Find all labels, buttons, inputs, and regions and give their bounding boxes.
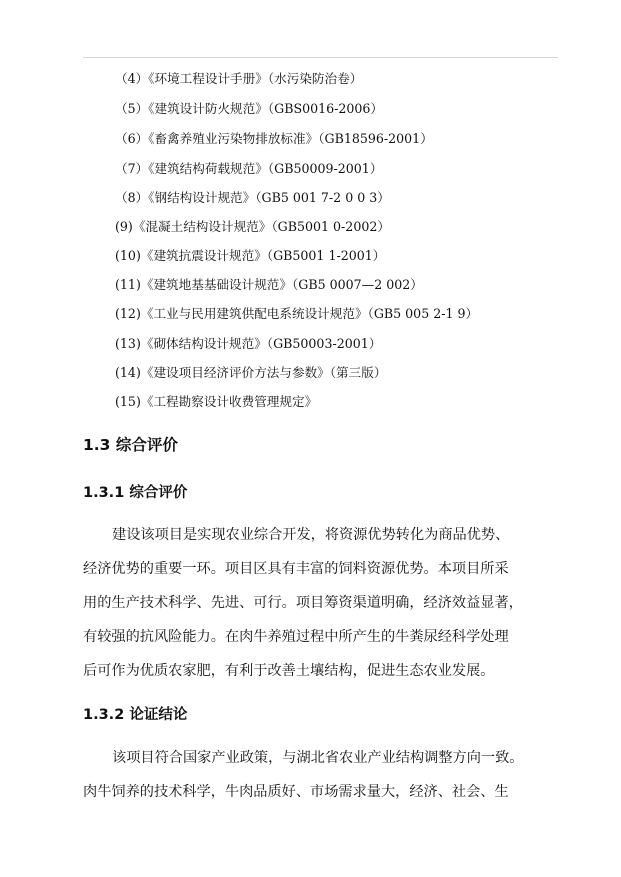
reference-item: （8）《钢结构设计规范》（GB5 001 7-2 0 0 3） (115, 190, 390, 205)
reference-item: （6）《畜禽养殖业污染物排放标准》（GB18596-2001） (115, 131, 433, 146)
reference-item: (15)《工程勘察设计收费管理规定》 (115, 394, 318, 409)
reference-item: （5）《建筑设计防火规范》（GBS0016-2006） (115, 101, 384, 116)
reference-item: （4）《环境工程设计手册》（水污染防治卷） (115, 71, 363, 86)
reference-item: (9)《混凝土结构设计规范》（GB5001 0-2002） (115, 219, 390, 234)
subsection-heading: 1.3.2 论证结论 (83, 707, 188, 723)
header-divider (83, 57, 558, 58)
paragraph-line: 经济优势的重要一环。项目区具有丰富的饲料资源优势。本项目所采 (83, 561, 509, 577)
paragraph-line: 用的生产技术科学、先进、可行。项目筹资渠道明确，经济效益显著， (83, 595, 523, 611)
reference-item: (12)《工业与民用建筑供配电系统设计规范》（GB5 005 2-1 9） (115, 306, 479, 321)
paragraph-line: 该项目符合国家产业政策，与湖北省农业产业结构调整方向一致。 (112, 750, 524, 766)
reference-item: (14)《建设项目经济评价方法与参数》（第三版） (115, 365, 387, 380)
section-heading: 1.3 综合评价 (83, 436, 178, 454)
reference-item: （7）《建筑结构荷载规范》（GB50009-2001） (115, 161, 383, 176)
subsection-heading: 1.3.1 综合评价 (83, 485, 188, 501)
paragraph-line: 有较强的抗风险能力。在肉牛养殖过程中所产生的牛粪尿经科学处理 (83, 629, 509, 645)
reference-item: (11)《建筑地基基础设计规范》（GB5 0007—2 002） (115, 277, 423, 292)
reference-item: (13)《砌体结构设计规范》（GB50003-2001） (115, 336, 382, 351)
paragraph-line: 肉牛饲养的技术科学，牛肉品质好、市场需求量大，经济、社会、生 (83, 784, 509, 800)
reference-item: (10)《建筑抗震设计规范》（GB5001 1-2001） (115, 248, 386, 263)
paragraph-line: 建设该项目是实现农业综合开发，将资源优势转化为商品优势、 (112, 527, 510, 543)
paragraph-line: 后可作为优质农家肥，有利于改善土壤结构，促进生态农业发展。 (83, 663, 495, 679)
